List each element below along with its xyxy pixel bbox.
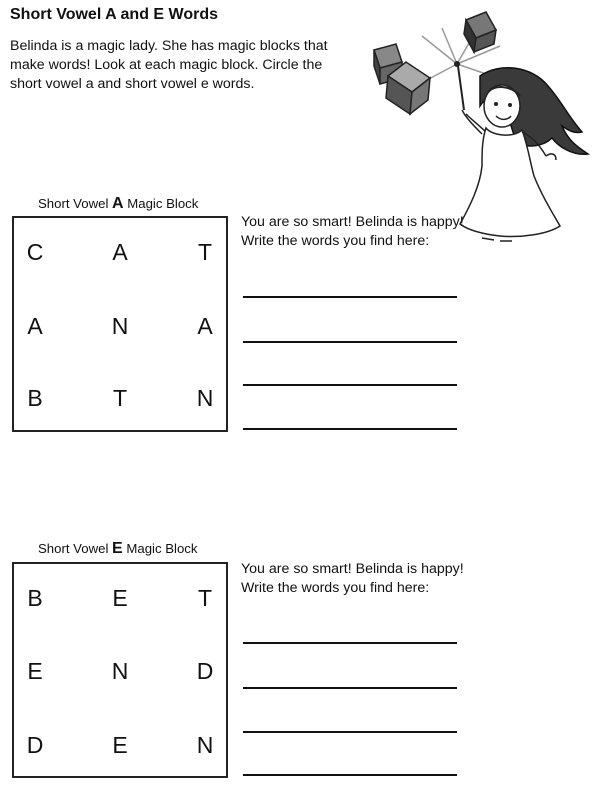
answer-line[interactable] (243, 296, 457, 298)
magic-block-e (12, 562, 228, 778)
block-e-prompt (241, 560, 471, 598)
letter-cell[interactable]: N (111, 313, 129, 339)
block-a-label-prefix: Short Vowel (38, 196, 113, 211)
letter-cell[interactable]: N (111, 658, 129, 684)
answer-line[interactable] (243, 642, 457, 644)
magic-cube-icon (464, 12, 496, 52)
fairy-illustration-icon (362, 6, 594, 246)
letter-cell[interactable]: A (197, 313, 213, 339)
letter-cell[interactable]: A (27, 313, 43, 339)
letter-cell[interactable]: E (112, 732, 128, 758)
block-a-prompt (241, 213, 471, 251)
answer-line[interactable] (243, 731, 457, 733)
instructions-line: make words! Look at each magic block. Circle the (10, 57, 323, 73)
block-e-label (38, 540, 197, 558)
letter-cell[interactable]: T (112, 385, 128, 411)
letter-cell[interactable]: T (197, 585, 213, 611)
letter-cell[interactable]: E (27, 658, 43, 684)
letter-cell[interactable]: B (27, 585, 43, 611)
instructions-line: Belinda is a magic lady. She has magic blocks that (10, 38, 328, 54)
letter-cell[interactable]: D (196, 658, 214, 684)
letter-cell[interactable]: E (112, 585, 128, 611)
prompt-line: You are so smart! Belinda is happy! (241, 561, 464, 577)
letter-cell[interactable]: A (112, 239, 128, 265)
block-e-label-suffix: Magic Block (122, 541, 198, 556)
answer-line[interactable] (243, 774, 457, 776)
block-e-label-prefix: Short Vowel (38, 541, 113, 556)
prompt-line: You are so smart! Belinda is happy! (241, 214, 464, 230)
answer-line[interactable] (243, 428, 457, 430)
worksheet-title: Short Vowel A and E Words (10, 6, 219, 23)
block-a-label-suffix: Magic Block (123, 196, 199, 211)
letter-cell[interactable]: N (196, 385, 214, 411)
magic-block-a (12, 216, 228, 432)
instructions (10, 37, 370, 94)
letter-cell[interactable]: D (26, 732, 44, 758)
block-e-letter: E (112, 540, 123, 557)
answer-line[interactable] (243, 341, 457, 343)
letter-cell[interactable]: T (197, 239, 213, 265)
answer-line[interactable] (243, 384, 457, 386)
letter-cell[interactable]: C (26, 239, 44, 265)
letter-cell[interactable]: B (27, 385, 43, 411)
answer-line[interactable] (243, 687, 457, 689)
prompt-line: Write the words you find here: (241, 580, 430, 596)
block-a-letter: A (112, 195, 124, 212)
prompt-line: Write the words you find here: (241, 233, 430, 249)
instructions-line: short vowel a and short vowel e words. (10, 76, 255, 92)
block-a-label (38, 195, 198, 213)
letter-cell[interactable]: N (196, 732, 214, 758)
